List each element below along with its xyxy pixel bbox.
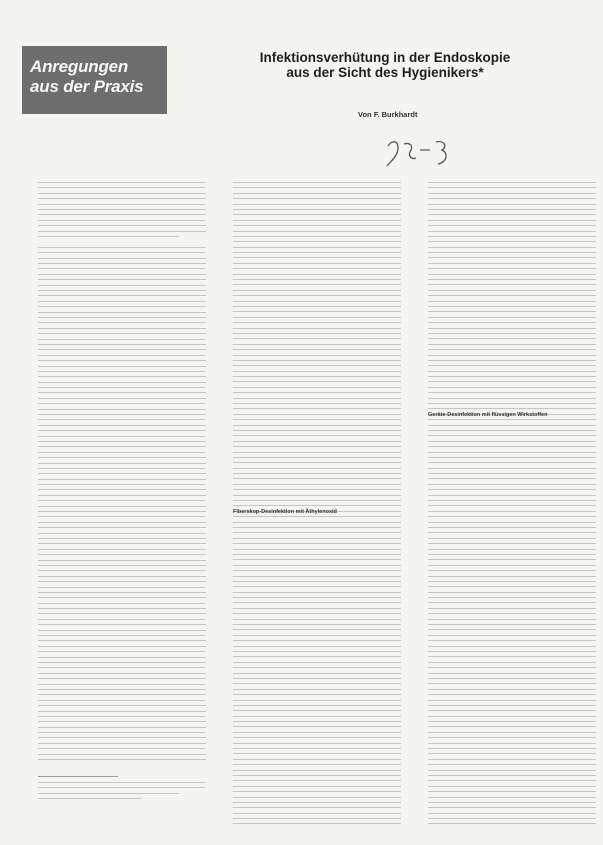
article-title <box>205 50 565 80</box>
author-byline: Von F. Burkhardt <box>358 110 418 119</box>
text-column-2 <box>233 182 401 827</box>
section-banner <box>22 46 167 114</box>
footnote <box>38 782 206 804</box>
section-heading-1: Fiberskop-Desinfektion mit Äthylenoxid <box>233 509 337 515</box>
banner-line-2: aus der Praxis <box>30 77 144 96</box>
section-heading-2: Geräte-Desinfektion mit flüssigen Wirkstoffen <box>428 412 548 418</box>
text-column-1 <box>38 182 206 762</box>
title-line-2: aus der Sicht des Hygienikers* <box>286 65 484 80</box>
handwritten-mark <box>384 136 464 172</box>
footnote-rule <box>38 776 118 777</box>
banner-line-1: Anregungen <box>30 57 129 76</box>
title-line-1: Infektionsverhütung in der Endoskopie <box>259 50 511 65</box>
text-column-3 <box>428 182 596 827</box>
